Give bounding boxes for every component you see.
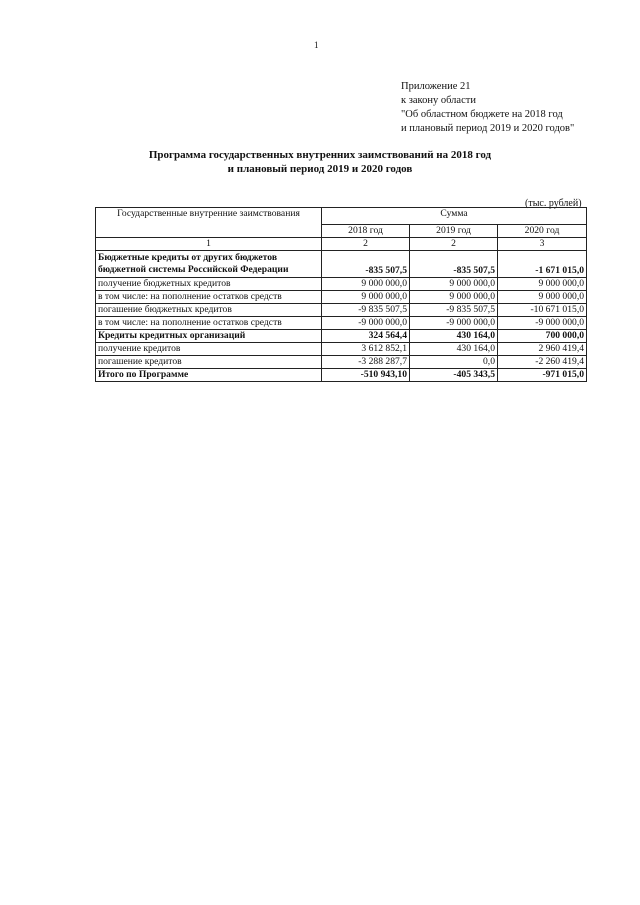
- value-2020: 9 000 000,0: [498, 291, 587, 304]
- value-2018: 9 000 000,0: [322, 278, 410, 291]
- value-2019: -405 343,5: [410, 369, 498, 382]
- header-sum-cell: Сумма: [322, 208, 587, 225]
- col-number: 1: [96, 238, 322, 251]
- value-2018: -510 943,10: [322, 369, 410, 382]
- value-2019: 9 000 000,0: [410, 278, 498, 291]
- row-label: получение кредитов: [96, 343, 322, 356]
- value-2018: 3 612 852,1: [322, 343, 410, 356]
- table-row: [96, 291, 587, 304]
- units-label: (тыс. рублей): [525, 198, 582, 209]
- value-2020: -1 671 015,0: [498, 251, 587, 278]
- value-2019: -835 507,5: [410, 251, 498, 278]
- row-label: в том числе: на пополнение остатков средств: [96, 317, 322, 330]
- value-2020: -10 671 015,0: [498, 304, 587, 317]
- table-row: [96, 343, 587, 356]
- table-header-row: [96, 208, 587, 225]
- value-2020: -2 260 419,4: [498, 356, 587, 369]
- table-row: [96, 251, 587, 278]
- appendix-line: "Об областном бюджете на 2018 год: [401, 109, 563, 120]
- row-label: Кредиты кредитных организаций: [96, 330, 322, 343]
- table-row: [96, 278, 587, 291]
- row-label: в том числе: на пополнение остатков средств: [96, 291, 322, 304]
- col-number: 3: [498, 238, 587, 251]
- value-2018: 9 000 000,0: [322, 291, 410, 304]
- value-2020: 2 960 419,4: [498, 343, 587, 356]
- title-line: Программа государственных внутренних заимствований на 2018 год: [148, 149, 492, 161]
- table-row: [96, 356, 587, 369]
- value-2019: 430 164,0: [410, 330, 498, 343]
- table-row: [96, 330, 587, 343]
- row-label: Бюджетные кредиты от других бюджетов бюджетной системы Российской Федерации: [96, 251, 322, 278]
- value-2018: -3 288 287,7: [322, 356, 410, 369]
- year-2018-header: 2018 год: [322, 225, 410, 238]
- table-total-row: [96, 369, 587, 382]
- borrowing-table: [95, 207, 587, 382]
- row-label: погашение бюджетных кредитов: [96, 304, 322, 317]
- row-label: Итого по Программе: [96, 369, 322, 382]
- title-line: и плановый период 2019 и 2020 годов: [227, 163, 413, 175]
- row-label: получение бюджетных кредитов: [96, 278, 322, 291]
- col-number: 2: [322, 238, 410, 251]
- value-2018: 324 564,4: [322, 330, 410, 343]
- value-2018: -9 000 000,0: [322, 317, 410, 330]
- value-2018: -835 507,5: [322, 251, 410, 278]
- value-2020: -9 000 000,0: [498, 317, 587, 330]
- year-2020-header: 2020 год: [498, 225, 587, 238]
- value-2020: -971 015,0: [498, 369, 587, 382]
- value-2019: -9 000 000,0: [410, 317, 498, 330]
- table-row: [96, 304, 587, 317]
- value-2019: 430 164,0: [410, 343, 498, 356]
- value-2019: -9 835 507,5: [410, 304, 498, 317]
- appendix-note: [401, 80, 574, 136]
- appendix-line: к закону области: [401, 95, 476, 106]
- table-row: [96, 317, 587, 330]
- header-name-cell: Государственные внутренние заимствования: [96, 208, 322, 238]
- row-label: погашение кредитов: [96, 356, 322, 369]
- value-2018: -9 835 507,5: [322, 304, 410, 317]
- document-title: [120, 148, 520, 176]
- value-2019: 9 000 000,0: [410, 291, 498, 304]
- value-2020: 700 000,0: [498, 330, 587, 343]
- column-numbers-row: [96, 238, 587, 251]
- col-number: 2: [410, 238, 498, 251]
- year-2019-header: 2019 год: [410, 225, 498, 238]
- appendix-line: и плановый период 2019 и 2020 годов": [401, 123, 575, 134]
- appendix-line: Приложение 21: [401, 81, 471, 92]
- value-2019: 0,0: [410, 356, 498, 369]
- page-number: 1: [314, 40, 319, 50]
- value-2020: 9 000 000,0: [498, 278, 587, 291]
